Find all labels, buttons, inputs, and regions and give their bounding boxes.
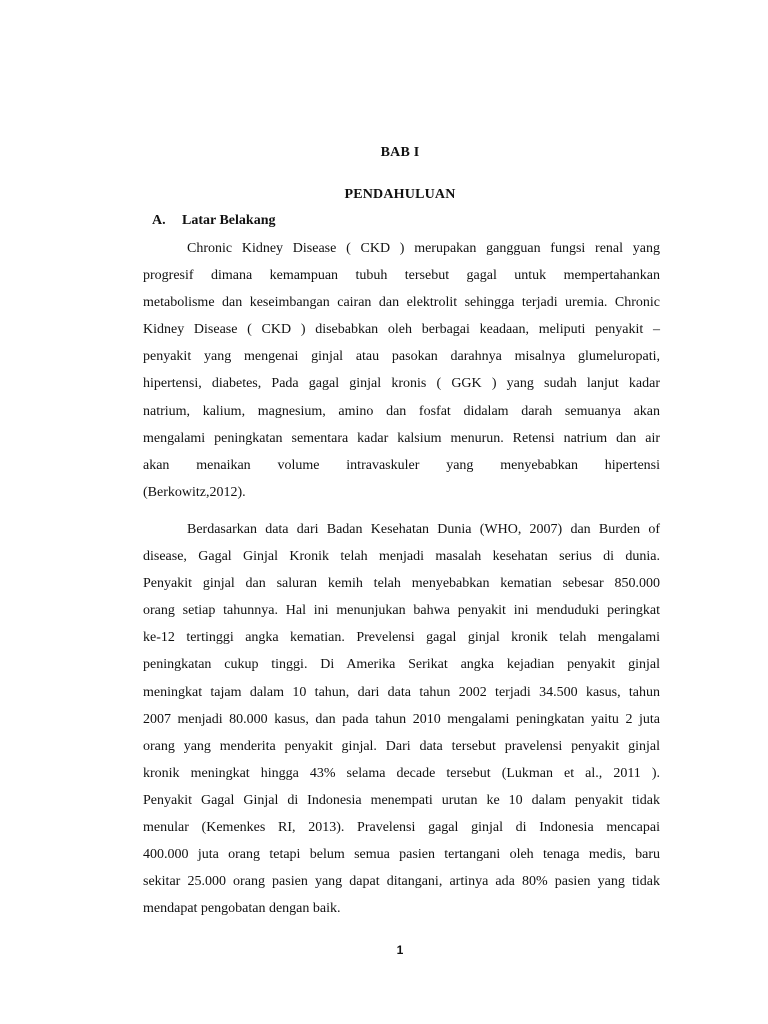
chapter-title: PENDAHULUAN (344, 187, 456, 202)
paragraph-line: Berdasarkan data dari Badan Kesehatan Dunia (WHO, 2007) dan Burden of (187, 522, 660, 537)
paragraph-line: mendapat pengobatan dengan baik. (143, 901, 341, 917)
paragraph-line: orang yang menderita penyakit ginjal. Dari data tersebut pravelensi penyakit ginjal (143, 738, 660, 754)
section-title: Latar Belakang (182, 213, 276, 228)
section-heading (152, 213, 275, 229)
paragraph-1 (143, 235, 660, 506)
page-number: 1 (396, 943, 404, 957)
chapter-number: BAB I (380, 145, 420, 160)
paragraph-line: kronik meningkat hingga 43% selama decade tersebut (Lukman et al., 2011 ). (143, 765, 660, 781)
paragraph-line: Penyakit ginjal dan saluran kemih telah menyebabkan kematian sebesar 850.000 (143, 576, 660, 592)
paragraph-line: disease, Gagal Ginjal Kronik telah menjadi masalah kesehatan serius di dunia. (143, 549, 660, 565)
paragraph-line: 2007 menjadi 80.000 kasus, dan pada tahun 2010 mengalami peningkatan yaitu 2 juta (143, 711, 660, 727)
paragraph-line: progresif dimana kemampuan tubuh tersebut gagal untuk mempertahankan (143, 268, 660, 284)
paragraph-line: hipertensi, diabetes, Pada gagal ginjal kronis ( GGK ) yang sudah lanjut kadar (143, 376, 660, 392)
paragraph-line: Chronic Kidney Disease ( CKD ) merupakan gangguan fungsi renal yang (187, 241, 660, 256)
paragraph-line: peningkatan cukup tinggi. Di Amerika Serikat angka kejadian penyakit ginjal (143, 657, 660, 673)
paragraph-line: penyakit yang mengenai ginjal atau pasokan darahnya misalnya glumeluropati, (143, 349, 660, 365)
paragraph-line: natrium, kalium, magnesium, amino dan fosfat didalam darah semuanya akan (143, 403, 660, 419)
paragraph-line: Kidney Disease ( CKD ) disebabkan oleh berbagai keadaan, meliputi penyakit – (143, 322, 660, 338)
paragraph-line: (Berkowitz,2012). (143, 484, 246, 500)
paragraph-line: orang setiap tahunnya. Hal ini menunjukan bahwa penyakit ini menduduki peringkat (143, 603, 660, 619)
paragraph-line: meningkat tajam dalam 10 tahun, dari data tahun 2002 terjadi 34.500 kasus, tahun (143, 684, 660, 700)
paragraph-2 (143, 516, 660, 922)
paragraph-line: akan menaikan volume intravaskuler yang menyebabkan hipertensi (143, 457, 660, 473)
paragraph-line: metabolisme dan keseimbangan cairan dan elektrolit sehingga terjadi uremia. Chronic (143, 295, 660, 311)
paragraph-line: mengalami peningkatan sementara kadar kalsium menurun. Retensi natrium dan air (143, 430, 660, 446)
paragraph-line: 400.000 juta orang tetapi belum semua pasien tertangani oleh tenaga medis, baru (143, 847, 660, 863)
paragraph-line: ke-12 tertinggi angka kematian. Prevelensi gagal ginjal kronik telah mengalami (143, 630, 660, 646)
paragraph-line: Penyakit Gagal Ginjal di Indonesia menempati urutan ke 10 dalam penyakit tidak (143, 792, 660, 808)
section-letter: A. (152, 213, 166, 228)
paragraph-line: menular (Kemenkes RI, 2013). Pravelensi gagal ginjal di Indonesia mencapai (143, 820, 660, 836)
paragraph-line: sekitar 25.000 orang pasien yang dapat ditangani, artinya ada 80% pasien yang tidak (143, 874, 660, 890)
